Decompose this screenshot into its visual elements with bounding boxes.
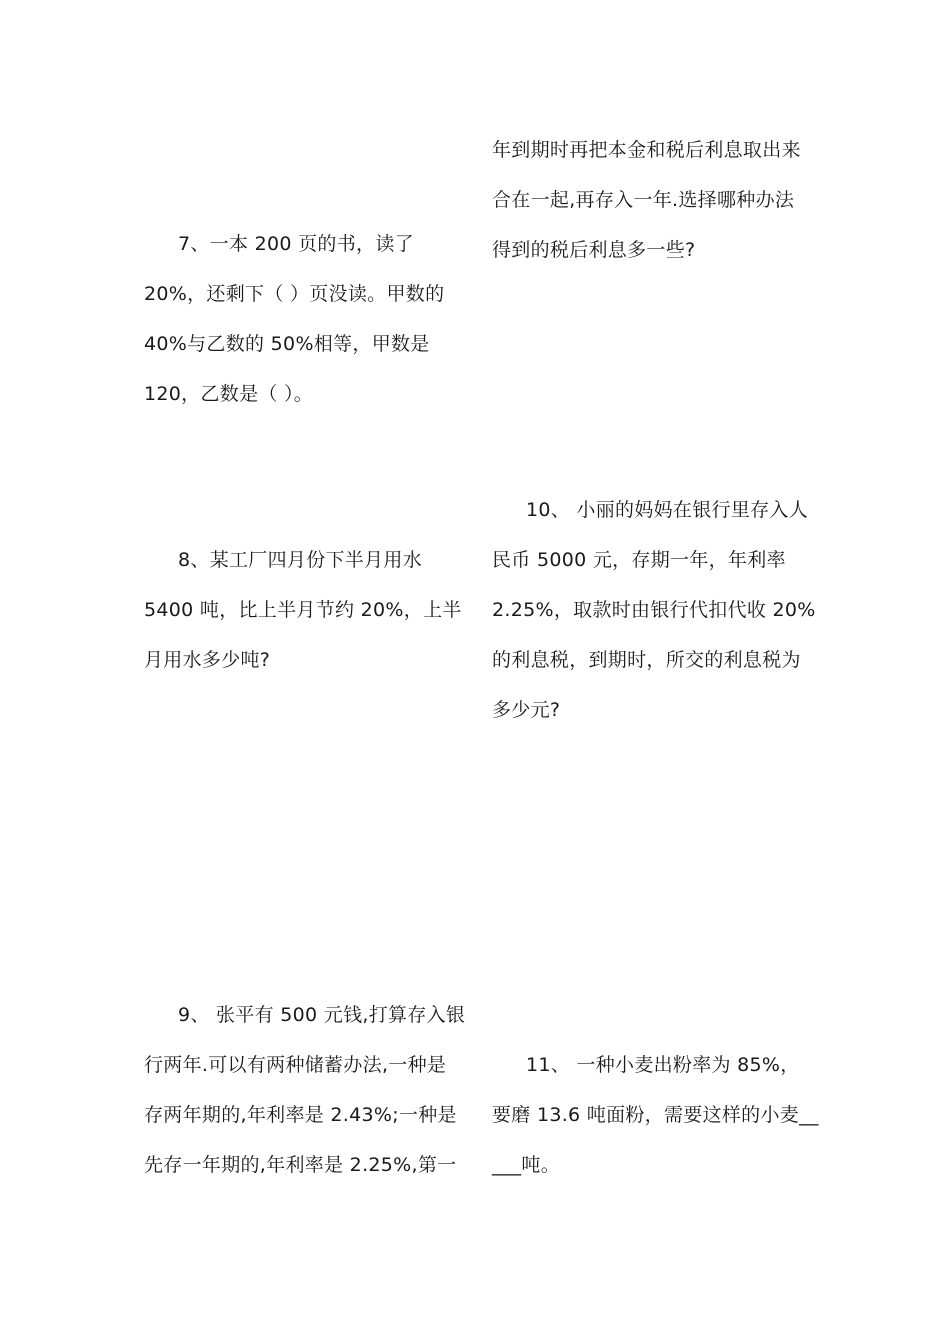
q9-continuation-line-1: 年到期时再把本金和税后利息取出来 bbox=[492, 139, 801, 161]
q7-line-2: 20%，还剩下（ ）页没读。甲数的 bbox=[144, 283, 445, 305]
q10-line-3: 2.25%，取款时由银行代扣代收 20% bbox=[492, 599, 816, 621]
q11-line-1: 11、 一种小麦出粉率为 85%， bbox=[526, 1054, 800, 1076]
q7-line-1: 7、一本 200 页的书，读了 bbox=[178, 233, 414, 255]
q9-line-4: 先存一年期的,年利率是 2.25%,第一 bbox=[144, 1154, 457, 1176]
q10-line-4: 的利息税，到期时，所交的利息税为 bbox=[492, 649, 801, 671]
q8-line-3: 月用水多少吨? bbox=[144, 649, 271, 671]
q10-line-5: 多少元? bbox=[492, 699, 561, 721]
q7-line-4: 120，乙数是（ ）。 bbox=[144, 383, 314, 405]
q8-line-2: 5400 吨，比上半月节约 20%，上半 bbox=[144, 599, 462, 621]
q9-line-1: 9、 张平有 500 元钱,打算存入银 bbox=[178, 1004, 466, 1026]
q8-line-1: 8、某工厂四月份下半月用水 bbox=[178, 549, 422, 571]
q11-line-2: 要磨 13.6 吨面粉，需要这样的小麦__ bbox=[492, 1104, 819, 1126]
q9-line-2: 行两年.可以有两种储蓄办法,一种是 bbox=[144, 1054, 447, 1076]
q9-continuation-line-3: 得到的税后利息多一些? bbox=[492, 239, 696, 261]
q9-continuation-line-2: 合在一起,再存入一年.选择哪种办法 bbox=[492, 189, 795, 211]
q11-line-3: ___吨。 bbox=[492, 1154, 561, 1176]
q9-line-3: 存两年期的,年利率是 2.43%;一种是 bbox=[144, 1104, 457, 1126]
q7-line-3: 40%与乙数的 50%相等，甲数是 bbox=[144, 333, 430, 355]
q10-line-1: 10、 小丽的妈妈在银行里存入人 bbox=[526, 499, 809, 521]
q10-line-2: 民币 5000 元，存期一年，年利率 bbox=[492, 549, 786, 571]
